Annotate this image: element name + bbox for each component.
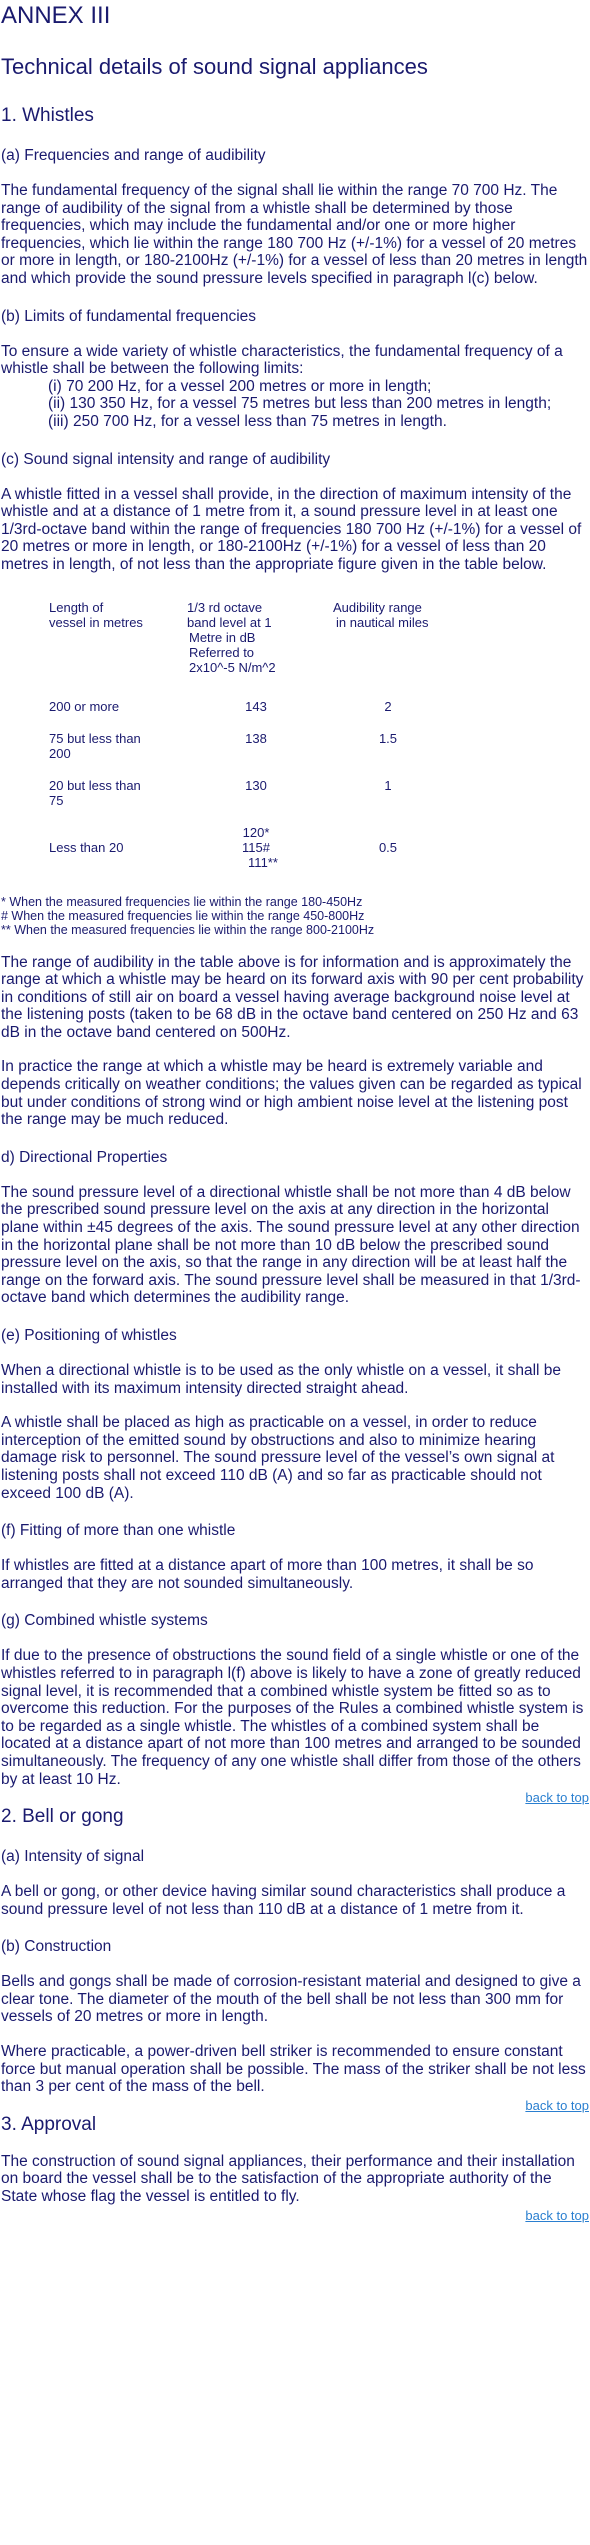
table-footnotes xyxy=(1,895,589,937)
table-header-row xyxy=(49,600,451,699)
section-1c-heading: (c) Sound signal intensity and range of audibility xyxy=(1,450,331,468)
section-2-heading: 2. Bell or gong xyxy=(1,1806,124,1828)
list-item: (iii) 250 700 Hz, for a vessel less than 75 metres in length. xyxy=(48,412,447,430)
section-1e-heading: (e) Positioning of whistles xyxy=(1,1327,177,1344)
section-1d-heading: d) Directional Properties xyxy=(1,1148,168,1166)
header-band-level: 1/3 rd octave band level at 1 Metre in dB Referred to 2x10^-5 N/m^2 xyxy=(187,599,276,675)
footnote: # When the measured frequencies lie within the range 450-800Hz xyxy=(1,908,365,923)
section-1f-heading: (f) Fitting of more than one whistle xyxy=(1,1522,236,1540)
table-row: 20 but less than 75 130 1 xyxy=(49,777,392,808)
section-2b-heading: (b) Construction xyxy=(1,1938,112,1956)
annex-title: ANNEX III xyxy=(1,2,111,29)
back-to-top-3 xyxy=(1,2209,589,2223)
frequency-limits-list xyxy=(1,378,589,431)
section-1-heading: 1. Whistles xyxy=(1,105,94,126)
table-row: 200 or more 143 2 xyxy=(49,698,392,714)
back-to-top-2 xyxy=(1,2099,589,2113)
section-1f-text: If whistles are fitted at a distance apart of more than 100 metres, it shall be so arranged that they are not sounded simultaneously. xyxy=(1,1557,534,1592)
section-3-text: The construction of sound signal appliances, their performance and their installation on board the vessel shall be to the satisfaction of the appropriate authority of the State whose flag the vessel is entitled to fly. xyxy=(1,2152,575,2206)
section-1e-text-1: When a directional whistle is to be used as the only whistle on a vessel, it shall be installed with its maximum intensity directed straight ahead. xyxy=(1,1362,562,1397)
section-2a-text: A bell or gong, or other device having similar sound characteristics shall produce a sound pressure level of not less than 110 dB at a distance of 1 metre from it. xyxy=(1,1883,566,1918)
back-to-top-link[interactable]: back to top xyxy=(525,2097,589,2113)
section-1b-intro: To ensure a wide variety of whistle characteristics, the fundamental frequency of a whistle shall be between the following limits: xyxy=(1,342,563,378)
section-2b-text-2: Where practicable, a power-driven bell striker is recommended to ensure constant force but manual operation shall be possible. The mass of the striker shall be not less than 3 per cent of the mass of the bell. xyxy=(1,2043,586,2096)
footnote: * When the measured frequencies lie within the range 180-450Hz xyxy=(1,894,363,909)
audibility-note: The range of audibility in the table above is for information and is approximately the range at which a whistle may be heard on its forward axis with 90 per cent probability in conditions of still air on board a vessel having average background noise level at the listening posts (taken to be 68 dB in the octave band centered on 250 Hz and 63 dB in the octave band centered on 500Hz. xyxy=(1,953,584,1041)
table-row: 75 but less than 200 138 1.5 xyxy=(49,730,398,761)
back-to-top-link[interactable]: back to top xyxy=(525,2207,589,2223)
back-to-top-link[interactable]: back to top xyxy=(525,1790,589,1806)
section-1g-text: If due to the presence of obstructions the sound field of a single whistle or one of the whistles referred to in paragraph l(f) above is likely to have a zone of greatly reduced signal level, it is recommended that a combined whistle system be fitted so as to overcome this reduction. For the purposes of the Rules a combined whistle system is to be regarded as a single whistle. The whistles of a combined system shall be located at a distance apart of not more than 100 metres and arranged to be sounded simultaneously. The frequency of any one whistle shall differ from those of the others by at least 10 Hz. xyxy=(1,1647,584,1788)
section-1a-text: The fundamental frequency of the signal shall lie within the range 70 700 Hz. The range of audibility of the signal from a whistle shall be determined by those frequencies, which may include the fundamental and/or one or more higher frequencies, which lie within the range 180 700 Hz (+/-1%) for a vessel of 20 metres or more in length, or 180-2100Hz (+/-1%) for a vessel of less than 20 metres in length and which provide the sound pressure levels specified in paragraph l(c) below. xyxy=(1,182,588,287)
table-row: Less than 20 120* 115# 111** 0.5 xyxy=(49,824,398,870)
sound-level-table xyxy=(49,600,451,887)
section-1e-text-2: A whistle shall be placed as high as practicable on a vessel, in order to reduce interception of the emitted sound by obstructions and also to minimize hearing damage risk to personnel. The sound pressure level of the vessel’s own signal at listening posts shall not exceed 110 dB (A) and so far as practicable should not exceed 100 dB (A). xyxy=(1,1414,555,1502)
header-length: Length of vessel in metres xyxy=(49,599,143,630)
section-2b-text-1: Bells and gongs shall be made of corrosion-resistant material and designed to give a clear tone. The diameter of the mouth of the bell shall be not less than 300 mm for vessels of 20 metres or more in length. xyxy=(1,1973,581,2026)
back-to-top-1 xyxy=(1,1791,589,1805)
header-audibility-range: Audibility range in nautical miles xyxy=(333,599,429,630)
list-item: (i) 70 200 Hz, for a vessel 200 metres or more in length; xyxy=(48,377,432,395)
section-1a-heading: (a) Frequencies and range of audibility xyxy=(1,147,266,164)
practice-note: In practice the range at which a whistle may be heard is extremely variable and depends critically on weather conditions; the values given can be regarded as typical but under conditions of strong wind or high ambient noise level at the listening post the range may be much reduced. xyxy=(1,1058,582,1129)
section-3-heading: 3. Approval xyxy=(1,2113,97,2135)
section-1d-text: The sound pressure level of a directional whistle shall be not more than 4 dB below the prescribed sound pressure level on the axis at any direction in the horizontal plane within ±45 degrees of the axis. The sound pressure level at any other direction in the horizontal plane shall be not more than 10 dB below the prescribed sound pressure level on the axis, so that the range in any direction will be at least half the range on the forward axis. The sound pressure level shall be measured in that 1/3rd-octave band which determines the audibility range. xyxy=(1,1183,581,1307)
list-item: (ii) 130 350 Hz, for a vessel 75 metres but less than 200 metres in length; xyxy=(48,395,552,413)
section-1g-heading: (g) Combined whistle systems xyxy=(1,1612,208,1630)
section-1c-text: A whistle fitted in a vessel shall provide, in the direction of maximum intensity of the whistle and at a distance of 1 metre from it, a sound pressure level in at least one 1/3rd-octave band within the range of frequencies 180 700 Hz (+/-1%) for a vessel of 20 metres or more in length, or 180-2100Hz (+/-1%) for a vessel of less than 20 metres in length, of not less than the appropriate figure given in the table below. xyxy=(1,485,582,573)
section-1b-heading: (b) Limits of fundamental frequencies xyxy=(1,307,257,325)
footnote: ** When the measured frequencies lie within the range 800-2100Hz xyxy=(1,922,375,937)
section-2a-heading: (a) Intensity of signal xyxy=(1,1848,145,1866)
document-title: Technical details of sound signal appliances xyxy=(1,54,428,79)
